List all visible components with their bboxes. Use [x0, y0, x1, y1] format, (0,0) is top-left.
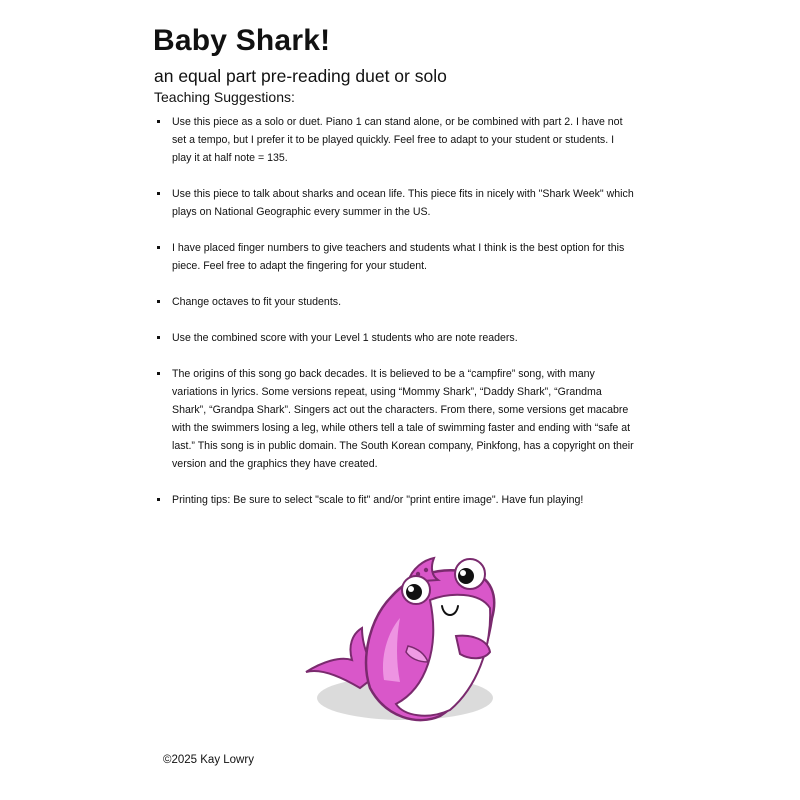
list-item: Use this piece as a solo or duet. Piano 1 can stand alone, or be combined with part 2. I have not set a tempo, but I prefer it to be played quickly. Feel free to adapt to your student or students. I play it at half note = 135. — [154, 113, 634, 167]
list-item: Printing tips: Be sure to select "scale to fit" and/or "print entire image". Have fun playing! — [154, 491, 634, 509]
list-item: Use this piece to talk about sharks and ocean life. This piece fits in nicely with "Shark Week" which plays on National Geographic every summer in the US. — [154, 185, 634, 221]
page-title: Baby Shark! — [153, 24, 331, 57]
list-item: Use the combined score with your Level 1 students who are note readers. — [154, 329, 634, 347]
list-item: Change octaves to fit your students. — [154, 293, 634, 311]
copyright: ©2025 Kay Lowry — [163, 754, 254, 766]
list-item: I have placed finger numbers to give teachers and students what I think is the best option for this piece. Feel free to adapt the fingering for your student. — [154, 239, 634, 275]
subtitle: an equal part pre-reading duet or solo — [154, 66, 447, 86]
list-item: The origins of this song go back decades. It is believed to be a “campfire” song, with many variations in lyrics. Some versions repeat, using “Mommy Shark”, “Daddy Shark”, “Grandma Shark”, “Grandpa Shark”. Singers act out the characters. From there, some versions get macabre with the swimmers losing a leg, while others tell a tale of swimming faster and ending with “safe at last.” This song is in public domain. The South Korean company, Pinkfong, has a copyright on their version and the graphics they have created. — [154, 365, 634, 473]
suggestions-list — [154, 113, 634, 527]
section-heading: Teaching Suggestions: — [154, 89, 295, 105]
baby-shark-icon — [300, 548, 500, 728]
